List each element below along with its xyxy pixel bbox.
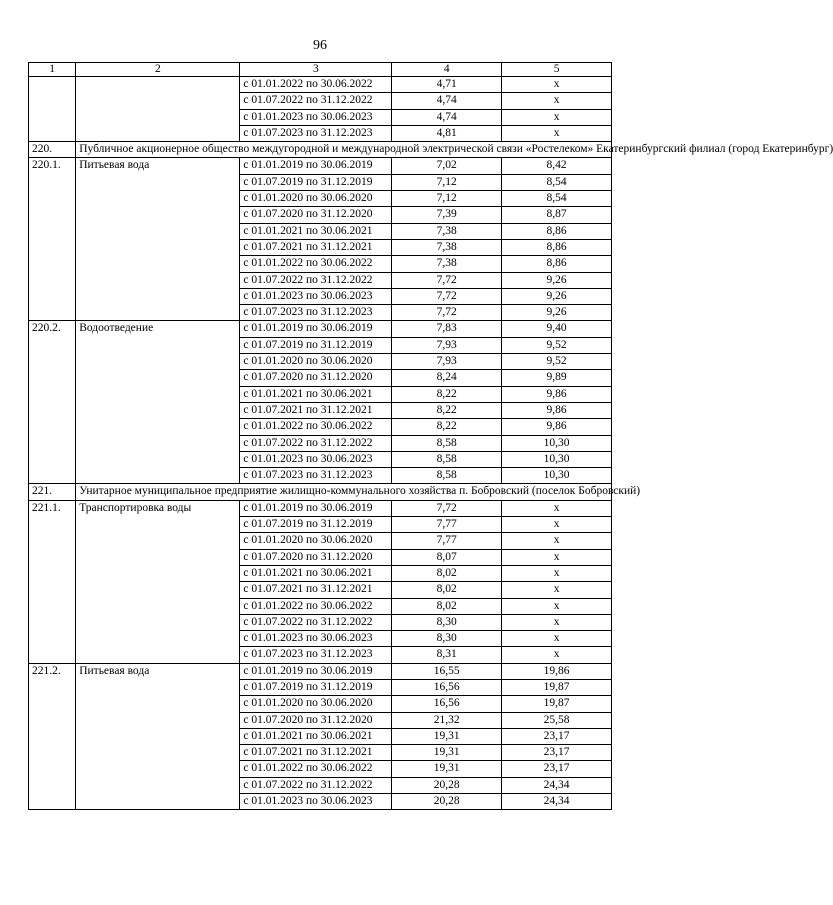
tariff-value-cell: 7,38 xyxy=(392,239,502,255)
page-number: 96 xyxy=(313,38,327,53)
continuation-num-cell xyxy=(29,77,76,142)
tariff-value-cell: 7,39 xyxy=(392,207,502,223)
tariff-vat-value-cell: 23,17 xyxy=(502,761,612,777)
tariff-value-cell: 7,83 xyxy=(392,321,502,337)
tariff-value-cell: 8,24 xyxy=(392,370,502,386)
period-cell: с 01.01.2023 по 30.06.2023 xyxy=(240,288,392,304)
period-cell: с 01.07.2019 по 31.12.2019 xyxy=(240,337,392,353)
column-number: 2 xyxy=(76,63,240,77)
tariff-value-cell: 8,31 xyxy=(392,647,502,663)
tariff-vat-value-cell: 24,34 xyxy=(502,777,612,793)
tariff-value-cell: 8,22 xyxy=(392,402,502,418)
continuation-name-cell xyxy=(76,77,240,142)
period-cell: с 01.01.2021 по 30.06.2021 xyxy=(240,728,392,744)
tariff-vat-value-cell: 25,58 xyxy=(502,712,612,728)
period-cell: с 01.07.2022 по 31.12.2022 xyxy=(240,272,392,288)
tariff-vat-value-cell: х xyxy=(502,500,612,516)
tariff-value-cell: 8,30 xyxy=(392,614,502,630)
tariff-value-cell: 19,31 xyxy=(392,761,502,777)
tariff-vat-value-cell: х xyxy=(502,533,612,549)
tariff-value-cell: 7,93 xyxy=(392,354,502,370)
tariff-value-cell: 8,30 xyxy=(392,631,502,647)
tariff-vat-value-cell: х xyxy=(502,647,612,663)
period-cell: с 01.01.2019 по 30.06.2019 xyxy=(240,321,392,337)
tariff-value-cell: 7,12 xyxy=(392,191,502,207)
period-cell: с 01.01.2022 по 30.06.2022 xyxy=(240,77,392,93)
period-cell: с 01.07.2022 по 31.12.2022 xyxy=(240,93,392,109)
tariff-vat-value-cell: 9,89 xyxy=(502,370,612,386)
tariff-vat-value-cell: х xyxy=(502,598,612,614)
tariff-vat-value-cell: 19,87 xyxy=(502,679,612,695)
tariff-value-cell: 8,02 xyxy=(392,598,502,614)
tariff-value-cell: 8,22 xyxy=(392,386,502,402)
tariff-value-cell: 8,58 xyxy=(392,468,502,484)
period-cell: с 01.07.2021 по 31.12.2021 xyxy=(240,239,392,255)
tariff-value-cell: 7,12 xyxy=(392,174,502,190)
service-name: Питьевая вода xyxy=(76,663,240,810)
tariff-vat-value-cell: 10,30 xyxy=(502,468,612,484)
service-name: Водоотведение xyxy=(76,321,240,484)
tariff-vat-value-cell: 8,86 xyxy=(502,239,612,255)
period-cell: с 01.07.2019 по 31.12.2019 xyxy=(240,679,392,695)
tariff-value-cell: 7,77 xyxy=(392,517,502,533)
tariff-vat-value-cell: х xyxy=(502,517,612,533)
tariff-vat-value-cell: 9,86 xyxy=(502,419,612,435)
tariff-vat-value-cell: 24,34 xyxy=(502,794,612,810)
tariff-vat-value-cell: 8,54 xyxy=(502,174,612,190)
period-cell: с 01.07.2019 по 31.12.2019 xyxy=(240,517,392,533)
tariff-value-cell: 7,38 xyxy=(392,256,502,272)
tariff-value-cell: 7,93 xyxy=(392,337,502,353)
tariff-value-cell: 7,72 xyxy=(392,288,502,304)
period-cell: с 01.01.2019 по 30.06.2019 xyxy=(240,500,392,516)
period-cell: с 01.07.2019 по 31.12.2019 xyxy=(240,174,392,190)
tariff-vat-value-cell: 23,17 xyxy=(502,745,612,761)
tariff-vat-value-cell: 8,86 xyxy=(502,223,612,239)
tariff-value-cell: 8,02 xyxy=(392,582,502,598)
period-cell: с 01.07.2020 по 31.12.2020 xyxy=(240,712,392,728)
organization-name: Публичное акционерное общество междугородной и международной электрической связи «Ростелеком» Екатеринбургский филиал (город Екатеринбург) xyxy=(76,142,612,158)
period-cell: с 01.01.2022 по 30.06.2022 xyxy=(240,761,392,777)
tariff-vat-value-cell: х xyxy=(502,565,612,581)
period-cell: с 01.01.2023 по 30.06.2023 xyxy=(240,451,392,467)
tariff-value-cell: 20,28 xyxy=(392,777,502,793)
tariff-vat-value-cell: 9,26 xyxy=(502,272,612,288)
tariff-row xyxy=(29,663,612,679)
tariff-vat-value-cell: 9,86 xyxy=(502,386,612,402)
tariff-value-cell: 4,81 xyxy=(392,125,502,141)
period-cell: с 01.07.2020 по 31.12.2020 xyxy=(240,549,392,565)
column-number: 4 xyxy=(392,63,502,77)
tariff-row xyxy=(29,158,612,174)
period-cell: с 01.07.2021 по 31.12.2021 xyxy=(240,745,392,761)
period-cell: с 01.01.2023 по 30.06.2023 xyxy=(240,794,392,810)
service-number: 220.2. xyxy=(29,321,76,484)
tariff-vat-value-cell: х xyxy=(502,614,612,630)
period-cell: с 01.07.2021 по 31.12.2021 xyxy=(240,402,392,418)
column-number-row xyxy=(29,63,612,77)
period-cell: с 01.07.2020 по 31.12.2020 xyxy=(240,207,392,223)
period-cell: с 01.07.2023 по 31.12.2023 xyxy=(240,125,392,141)
tariff-value-cell: 4,71 xyxy=(392,77,502,93)
period-cell: с 01.01.2020 по 30.06.2020 xyxy=(240,696,392,712)
tariff-vat-value-cell: 9,86 xyxy=(502,402,612,418)
tariff-vat-value-cell: 9,40 xyxy=(502,321,612,337)
service-number: 221.1. xyxy=(29,500,76,663)
tariff-value-cell: 4,74 xyxy=(392,109,502,125)
tariff-row xyxy=(29,500,612,516)
tariff-value-cell: 8,22 xyxy=(392,419,502,435)
tariff-vat-value-cell: 8,86 xyxy=(502,256,612,272)
tariff-value-cell: 19,31 xyxy=(392,728,502,744)
tariff-value-cell: 8,58 xyxy=(392,451,502,467)
period-cell: с 01.01.2022 по 30.06.2022 xyxy=(240,256,392,272)
period-cell: с 01.01.2021 по 30.06.2021 xyxy=(240,223,392,239)
period-cell: с 01.07.2023 по 31.12.2023 xyxy=(240,305,392,321)
tariff-vat-value-cell: 8,42 xyxy=(502,158,612,174)
tariff-value-cell: 7,02 xyxy=(392,158,502,174)
period-cell: с 01.07.2022 по 31.12.2022 xyxy=(240,614,392,630)
period-cell: с 01.07.2023 по 31.12.2023 xyxy=(240,468,392,484)
period-cell: с 01.01.2022 по 30.06.2022 xyxy=(240,419,392,435)
column-number: 5 xyxy=(502,63,612,77)
organization-number: 220. xyxy=(29,142,76,158)
tariff-vat-value-cell: х xyxy=(502,582,612,598)
service-name: Транспортировка воды xyxy=(76,500,240,663)
organization-row xyxy=(29,142,612,158)
tariff-vat-value-cell: 10,30 xyxy=(502,435,612,451)
service-number: 221.2. xyxy=(29,663,76,810)
period-cell: с 01.01.2019 по 30.06.2019 xyxy=(240,158,392,174)
tariff-value-cell: 8,07 xyxy=(392,549,502,565)
period-cell: с 01.01.2023 по 30.06.2023 xyxy=(240,631,392,647)
tariff-table xyxy=(28,62,833,810)
period-cell: с 01.07.2021 по 31.12.2021 xyxy=(240,582,392,598)
tariff-vat-value-cell: х xyxy=(502,77,612,93)
tariff-value-cell: 8,02 xyxy=(392,565,502,581)
tariff-value-cell: 7,72 xyxy=(392,500,502,516)
period-cell: с 01.07.2020 по 31.12.2020 xyxy=(240,370,392,386)
tariff-value-cell: 16,56 xyxy=(392,696,502,712)
tariff-value-cell: 20,28 xyxy=(392,794,502,810)
tariff-table-body xyxy=(29,63,833,810)
period-cell: с 01.07.2023 по 31.12.2023 xyxy=(240,647,392,663)
tariff-value-cell: 8,58 xyxy=(392,435,502,451)
column-number: 1 xyxy=(29,63,76,77)
tariff-vat-value-cell: х xyxy=(502,109,612,125)
tariff-value-cell: 19,31 xyxy=(392,745,502,761)
tariff-vat-value-cell: х xyxy=(502,549,612,565)
tariff-vat-value-cell: х xyxy=(502,93,612,109)
period-cell: с 01.01.2020 по 30.06.2020 xyxy=(240,354,392,370)
period-cell: с 01.01.2021 по 30.06.2021 xyxy=(240,565,392,581)
tariff-value-cell: 7,72 xyxy=(392,305,502,321)
tariff-row xyxy=(29,321,612,337)
tariff-value-cell: 16,56 xyxy=(392,679,502,695)
period-cell: с 01.01.2019 по 30.06.2019 xyxy=(240,663,392,679)
tariff-vat-value-cell: 9,26 xyxy=(502,305,612,321)
tariff-vat-value-cell: 19,86 xyxy=(502,663,612,679)
period-cell: с 01.01.2023 по 30.06.2023 xyxy=(240,109,392,125)
tariff-vat-value-cell: 9,52 xyxy=(502,337,612,353)
period-cell: с 01.01.2022 по 30.06.2022 xyxy=(240,598,392,614)
tariff-value-cell: 16,55 xyxy=(392,663,502,679)
tariff-value-cell: 7,38 xyxy=(392,223,502,239)
tariff-vat-value-cell: 10,30 xyxy=(502,451,612,467)
tariff-vat-value-cell: 23,17 xyxy=(502,728,612,744)
service-name: Питьевая вода xyxy=(76,158,240,321)
tariff-value-cell: 4,74 xyxy=(392,93,502,109)
organization-name: Унитарное муниципальное предприятие жилищно-коммунального хозяйства п. Бобровский (поселок Бобровский) xyxy=(76,484,612,500)
tariff-vat-value-cell: 9,26 xyxy=(502,288,612,304)
period-cell: с 01.07.2022 по 31.12.2022 xyxy=(240,777,392,793)
tariff-vat-value-cell: х xyxy=(502,125,612,141)
organization-number: 221. xyxy=(29,484,76,500)
period-cell: с 01.07.2022 по 31.12.2022 xyxy=(240,435,392,451)
column-number: 3 xyxy=(240,63,392,77)
period-cell: с 01.01.2020 по 30.06.2020 xyxy=(240,533,392,549)
period-cell: с 01.01.2021 по 30.06.2021 xyxy=(240,386,392,402)
service-number: 220.1. xyxy=(29,158,76,321)
tariff-vat-value-cell: 19,87 xyxy=(502,696,612,712)
period-cell: с 01.01.2020 по 30.06.2020 xyxy=(240,191,392,207)
tariff-value-cell: 21,32 xyxy=(392,712,502,728)
tariff-vat-value-cell: 8,54 xyxy=(502,191,612,207)
tariff-vat-value-cell: 8,87 xyxy=(502,207,612,223)
tariff-value-cell: 7,77 xyxy=(392,533,502,549)
organization-row xyxy=(29,484,612,500)
tariff-value-cell: 7,72 xyxy=(392,272,502,288)
tariff-vat-value-cell: 9,52 xyxy=(502,354,612,370)
tariff-vat-value-cell: х xyxy=(502,631,612,647)
tariff-row xyxy=(29,77,612,93)
